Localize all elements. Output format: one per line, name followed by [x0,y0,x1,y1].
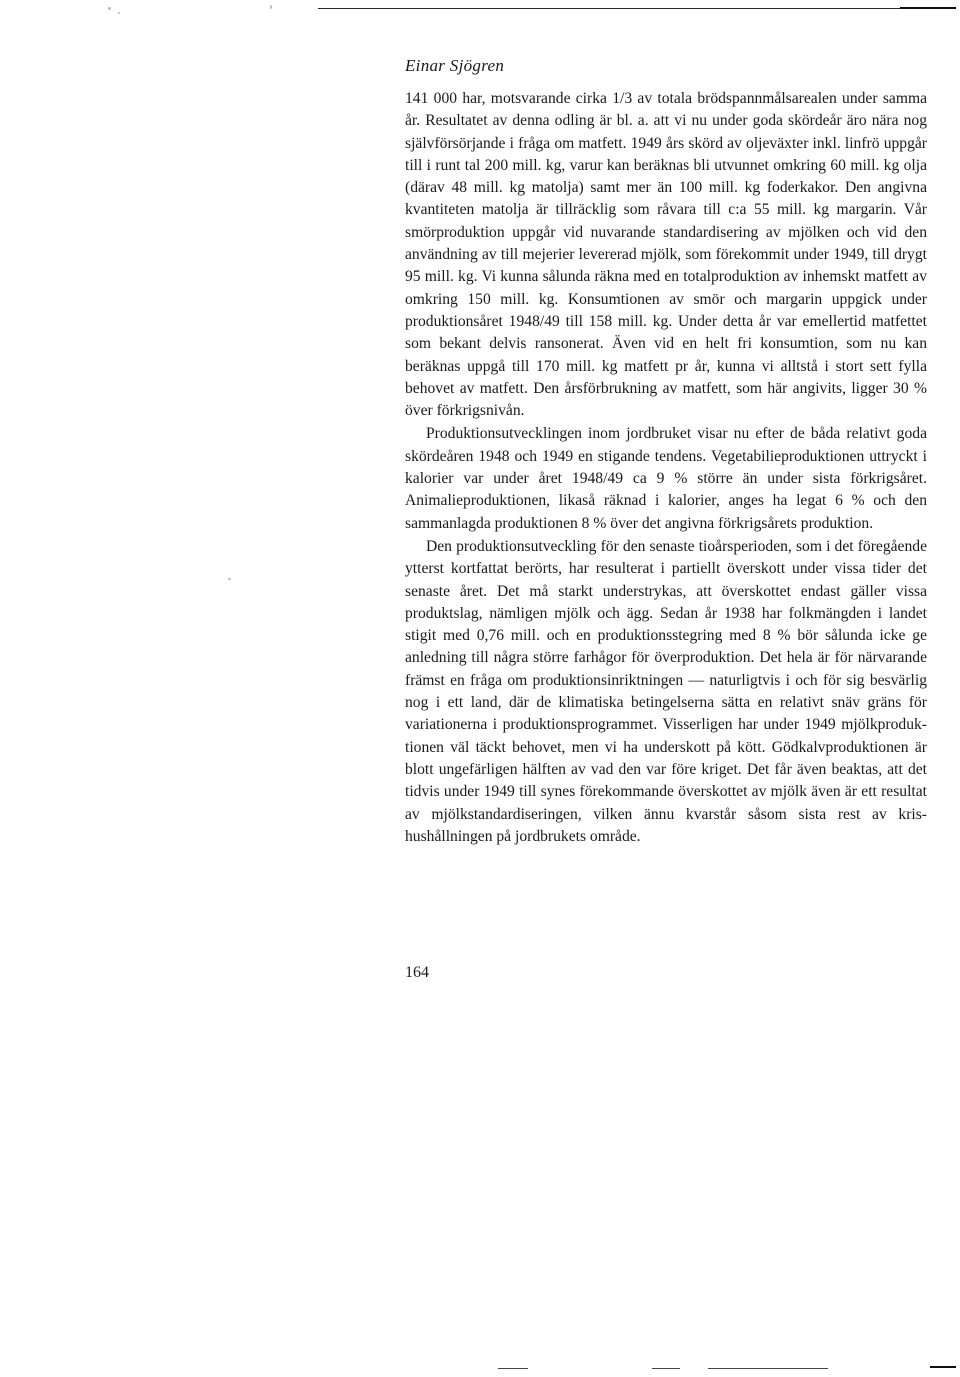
bottom-scan-mark [930,1366,956,1368]
scan-speck [118,12,120,14]
page-number: 164 [405,964,429,981]
top-rule [318,8,956,9]
top-rule-mark [900,7,956,9]
bottom-scan-mark [652,1368,680,1369]
scan-speck [228,578,231,580]
paragraph-3: Den produktionsutveckling för den senaste tioårsperioden, som i det föregående ytterst kortfattat berörts, har resulterat i partiellt överskott under vissa tider det senaste året. Det må starkt understrykas, att överskottet endast gäller vissa produktslag, nämligen mjölk och ägg. Sedan år 1938 har folkmängden i landet stigit med 0,76 mill. och en produktionsstegring med 8 % bör sålunda icke ge anledning till några större farhågor för överproduktion. Det hela är för närvarande främst en fråga om produktionsinriktningen — naturligtvis i och för sig besvärlig nog i ett land, där de klimatiska betingelserna sätta en relativt snäv gräns för variationerna i produktionsprogrammet. Visserligen har under 1949 mjölkproduktionen väl täckt behovet, men vi ha underskott på kött. Gödkalvproduktionen är blott ungefärligen hälften av vad den var före kriget. Det får även beaktas, att det tidvis under 1949 till synes förekommande överskottet av mjölk även är ett resultat av mjölkstandardiseringen, vilken ännu kvarstår såsom sista rest av krishushållningen på jordbrukets område. [405,537,927,845]
bottom-scan-mark [708,1368,828,1369]
scan-speck [108,7,111,10]
bottom-scan-mark [498,1368,528,1369]
article-body [405,88,927,848]
scan-speck [270,5,272,9]
running-head-author: Einar Sjögren [405,56,505,75]
paragraph-2: Produktionsutvecklingen inom jordbruket visar nu efter de båda relativt goda skördeåren 1948 och 1949 en stigande tendens. Vegetabilieproduktionen uttryckt i kalorier var under året 1948/49 ca 9 % större än under sista förkrigsåret. Animalieproduktionen, likaså räknad i kalorier, anges ha legat 6 % och den sammanlagda produktionen 8 % över det angivna förkrigsårets produktion. [405,425,927,532]
paragraph-1: 141 000 har, motsvarande cirka 1/3 av totala brödspannmålsarealen under samma år. Resultatet av denna odling är bl. a. att vi nu under goda skördeår äro nära nog självförsörjande i fråga om matfett. 1949 års skörd av oljeväxter inkl. linfrö uppgår till i runt tal 200 mill. kg, varur kan beräknas bli utvunnet omkring 60 mill. kg olja (därav 48 mill. kg matolja) samt mer än 100 mill. kg foderkakor. Den angivna kvantiteten matolja är tillräcklig som råvara till c:a 55 mill. kg margarin. Vår smörproduktion uppgår vid nuvarande standardisering av mjölken och vid den användning av till mejerier levererad mjölk, som förekommit under 1949, till drygt 95 mill. kg. Vi kunna sålunda räkna med en totalproduktion av inhemskt matfett av omkring 150 mill. kg. Konsumtionen av smör och margarin uppgick under produktionsåret 1948/49 till 158 mill. kg. Under detta år var emellertid matfettet som bekant delvis ransonerat. Även vid en helt fri konsumtion, som nu kan beräknas uppgå till 170 mill. kg matfett pr år, kunna vi alltstå i stort sett fylla behovet av matfett. Den årsförbrukning av matfett, som här angivits, ligger 30 % över förkrigsnivån. [405,90,927,420]
